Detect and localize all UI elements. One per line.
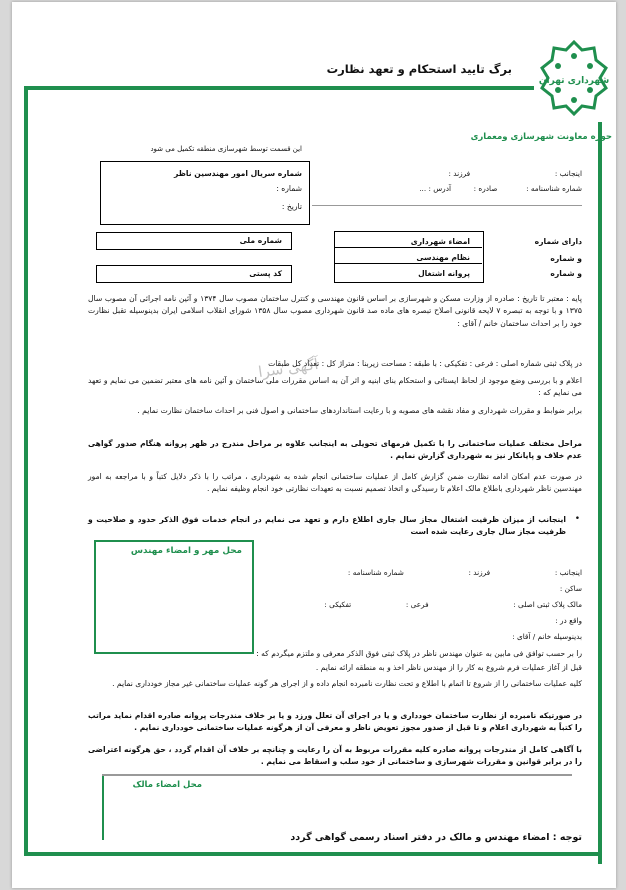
work-license-field: پروانه اشتغال [418, 269, 470, 278]
applicant-dots-line [312, 205, 582, 206]
applicant-issued: صادره : [473, 184, 498, 193]
logo-text: شهرداری تهران [538, 76, 610, 86]
frame-right-line [598, 122, 602, 864]
owner-plot-label: مالک پلاک ثبتی اصلی : [513, 600, 582, 609]
owner-label: اینجانب : [554, 568, 582, 577]
body-paragraph-1: پایه : معتبر تا تاریخ : صادره از وزارت مسکن و شهرسازی بر اساس قانون مهندسی و کنترل ساختمان مصوب سال ۱۳۷۴ و آئین نامه اجرائی آن مصوب سال ۱۳۷۵ و با توجه به تبصره ۷ لایحه قانونی اصلاح تبصره های ماده صد قانون شهرداری مصوب سال ۱۳۵۸ شورای انقلاب اسلامی ایران بدینوسیله تقبل نظارت خود را بر احداث ساختمان خانم / آقای : [88, 294, 583, 328]
owner-paragraph-4: در صورتیکه نامبرده از نظارت ساختمان خودداری و یا در اجرای آن تعلل ورزد و یا بر خلاف مندرجات پروانه صادره اقدام نماید مراتب را کتباً به شهرداری اعلام و تا قبل از صدور مجوز تعویض ناظر و معرفی آن از هرگونه عملیات ساختمانی خودداری نمایم . [88, 711, 582, 733]
body-paragraph-5: مراحل مختلف عملیات ساختمانی را با تکمیل فرمهای تحویلی به اینجانب علاوه بر مراحل مندرج در ظهر پروانه هنگام صدور گواهی عدم خلاف و پایانکار نیز به شهرداری گزارش نمایم . [88, 439, 582, 461]
body-paragraph-3: اعلام و با بررسی وضع موجود از لحاظ ایستائی و استحکام بنای ابنیه و اثر آن به اساس مقررات ملی ساختمان و آئین نامه های معتبر تضمین می نمایم و تعهد می نمایم که : [88, 376, 582, 398]
owner-subplot-label: فرعی : [405, 600, 429, 609]
holder-box-divider-1 [334, 247, 482, 248]
serial-label: شماره سریال امور مهندسین ناظر [174, 169, 302, 178]
form-title: برگ تایید استحکام و تعهد نظارت [326, 62, 512, 76]
municipality-sig-field: امضاء شهرداری [410, 237, 470, 246]
applicant-row-1 [312, 169, 582, 178]
owner-signature-label: محل امضاء مالک [132, 780, 202, 790]
owner-paragraph-5: با آگاهی کامل از مندرجات پروانه صادره کلیه مقررات مربوط به آن را رعایت و چنانچه بر خلاف آن اقدام گردد ، حق هرگونه اعتراضی را در برابر قوانین و مقررات شهرسازی و ساختمانی از خود سلب و اسقاط می نمایم . [88, 745, 582, 767]
owner-paragraph-2: قبل از آغاز عملیات فرم شروع به کار را از مهندس ناظر اخذ و به منطقه ارائه نمایم . [315, 663, 582, 672]
owner-resident: ساکن : [559, 584, 582, 593]
body-paragraph-4: برابر ضوابط و مقررات شهرداری و مفاد نقشه های مصوبه و با رعایت استانداردهای ساختمانی و اصول فنی بر احداث ساختمان نظارت نمایم . [137, 406, 582, 415]
owner-row-1 [262, 568, 582, 577]
national-id-label: شماره ملی [239, 236, 282, 245]
engineering-system-field: نظام مهندسی [416, 253, 470, 262]
engineer-stamp-label: محل مهر و امضاء مهندس [130, 546, 242, 556]
owner-paragraph-1: را بر حسب توافق فی مابین به عنوان مهندس ناظر در پلاک ثبتی فوق الذکر معرفی و ملتزم میگردم که : [256, 649, 582, 658]
applicant-row-2 [312, 184, 582, 193]
applicant-id-label: شماره شناسنامه : [526, 184, 582, 193]
applicant-address: آدرس : ... [419, 184, 451, 193]
postal-code-label: کد پستی [249, 269, 282, 278]
applicant-label: اینجانب : [554, 169, 582, 178]
holder-box-divider-2 [334, 263, 482, 264]
municipality-logo [538, 38, 610, 118]
holder-label: دارای شماره [534, 237, 582, 246]
engineer-stamp-box [94, 540, 254, 654]
bullet-dot: • [574, 514, 580, 524]
owner-row-3 [262, 600, 582, 609]
owner-row-2 [262, 584, 582, 593]
frame-top-line [26, 86, 534, 90]
holder-and-1: و شماره [550, 254, 582, 263]
body-paragraph-6: در صورت عدم امکان ادامه نظارت ضمن گزارش کامل از عملیات ساختمانی انجام شده به شهرداری ، مراتب را با ذکر دلایل کتباً و با مراجعه به امور مهندسین ناظر شهرداری باطلاع مالک اعلام تا رسیدگی و اتخاذ تصمیم نسبت به تعهدات نظارتی خود انجام وظیفه نمایم . [88, 472, 582, 494]
frame-bottom-line [24, 852, 602, 856]
form-page [12, 2, 616, 888]
owner-separation-label: تفکیکی : [324, 600, 352, 609]
owner-row-4 [262, 616, 582, 625]
owner-row-5 [262, 632, 582, 641]
office-number-label: شماره : [276, 184, 302, 193]
owner-located-label: واقع در : [555, 616, 582, 625]
owner-introduce-label: بدینوسیله خانم / آقای : [512, 632, 582, 641]
owner-paragraph-3: کلیه عملیات ساختمانی را از شروع تا اتمام با اطلاع و تحت نظارت نامبرده انجام داده و از اجرای هر گونه عملیات ساختمانی غیر مجاز خودداری نمایم . [112, 679, 582, 688]
office-note: این قسمت توسط شهرسازی منطقه تکمیل می شود [150, 145, 302, 153]
owner-signature-top-line [102, 774, 572, 776]
body-paragraph-2: در پلاک ثبتی شماره اصلی : فرعی : تفکیکی : با طبقه : مساحت زیربنا : متراژ کل : تعداد کل طبقات [268, 359, 582, 368]
department-title: حوزه معاونت شهرسازی ومعماری [470, 132, 612, 142]
body-bullet: اینجانب از میزان ظرفیت اشتغال مجاز سال جاری اطلاع دارم و تعهد می نمایم در انجام خدمات فوق الذکر حدود و صلاحیت و ظرفیت مجاز سال جاری رعایت شده است [88, 515, 566, 537]
applicant-child-of: فرزند : [448, 169, 471, 178]
owner-id-label: شماره شناسنامه : [347, 568, 404, 577]
watermark: آگهی سرا [257, 354, 320, 382]
owner-child-of: فرزند : [468, 568, 491, 577]
frame-left-line [24, 86, 28, 854]
footer-note: توجه : امضاء مهندس و مالک در دفتر اسناد رسمی گواهی گردد [290, 832, 582, 843]
office-date-label: تاریخ : [281, 202, 302, 211]
holder-and-2: و شماره [550, 269, 582, 278]
